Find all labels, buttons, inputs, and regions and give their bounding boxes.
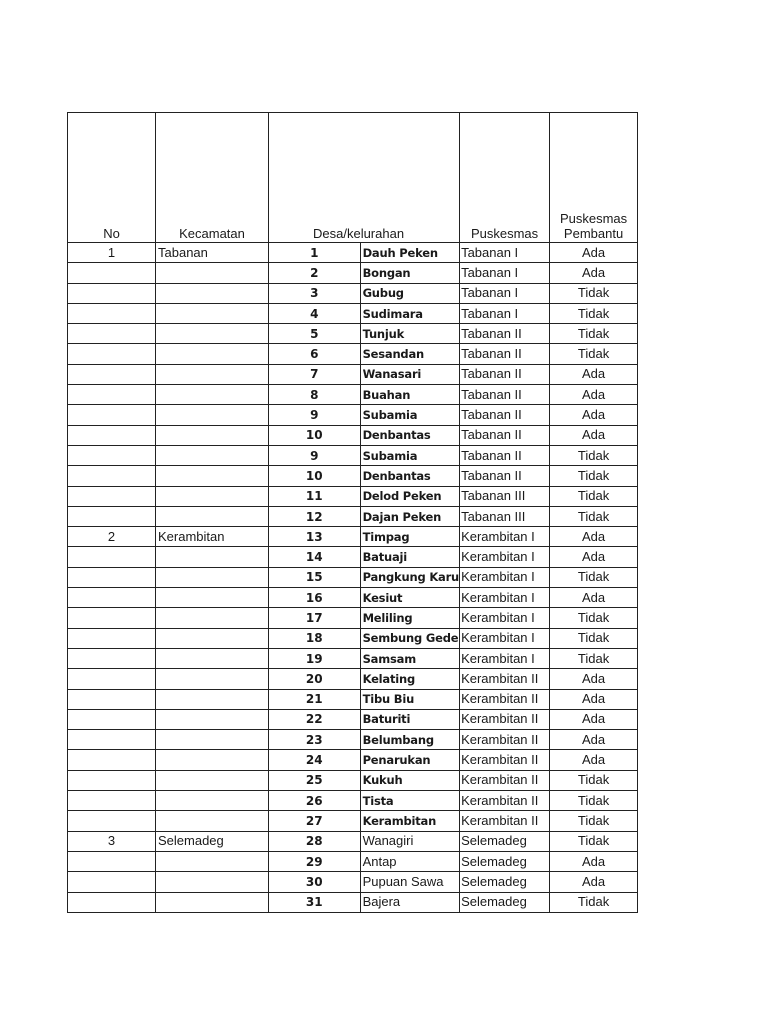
cell-pembantu: Tidak (550, 831, 638, 851)
cell-desa-name: Antap (360, 851, 460, 871)
cell-no: 1 (68, 243, 156, 263)
cell-desa-name: Sudimara (360, 303, 460, 323)
table-body (68, 243, 638, 913)
cell-no (68, 892, 156, 912)
cell-no (68, 811, 156, 831)
cell-desa-name: Sembung Gede (360, 628, 460, 648)
cell-desa-name: Wanagiri (360, 831, 460, 851)
cell-kecamatan (156, 506, 269, 526)
cell-desa-name: Wanasari (360, 364, 460, 384)
cell-kecamatan (156, 466, 269, 486)
header-pembantu-line2: Pembantu (563, 226, 624, 241)
cell-kecamatan (156, 385, 269, 405)
cell-kecamatan (156, 608, 269, 628)
cell-kecamatan (156, 689, 269, 709)
cell-no (68, 689, 156, 709)
cell-no (68, 385, 156, 405)
cell-desa-number: 10 (269, 425, 361, 445)
cell-kecamatan (156, 567, 269, 587)
cell-puskesmas: Tabanan I (460, 283, 550, 303)
cell-pembantu: Tidak (550, 344, 638, 364)
cell-kecamatan (156, 445, 269, 465)
cell-pembantu: Ada (550, 851, 638, 871)
header-puskesmas-pembantu (550, 113, 638, 243)
table-row (68, 608, 638, 628)
cell-no: 2 (68, 527, 156, 547)
header-desa: Desa/kelurahan (313, 226, 405, 241)
cell-desa-name: Sesandan (360, 344, 460, 364)
cell-pembantu: Tidak (550, 567, 638, 587)
cell-pembantu: Tidak (550, 303, 638, 323)
cell-no (68, 506, 156, 526)
table-row (68, 628, 638, 648)
cell-desa-name: Pupuan Sawa (360, 872, 460, 892)
cell-desa-name: Dajan Peken (360, 506, 460, 526)
cell-no (68, 425, 156, 445)
cell-no (68, 608, 156, 628)
cell-desa-name: Tunjuk (360, 324, 460, 344)
cell-kecamatan: Kerambitan (156, 527, 269, 547)
cell-no: 3 (68, 831, 156, 851)
cell-desa-number: 8 (269, 385, 361, 405)
cell-puskesmas: Kerambitan II (460, 689, 550, 709)
cell-kecamatan (156, 263, 269, 283)
cell-desa-number: 21 (269, 689, 361, 709)
cell-desa-name: Buahan (360, 385, 460, 405)
cell-puskesmas: Kerambitan I (460, 628, 550, 648)
cell-kecamatan (156, 588, 269, 608)
cell-puskesmas: Kerambitan II (460, 770, 550, 790)
cell-no (68, 547, 156, 567)
table-row (68, 263, 638, 283)
cell-kecamatan (156, 425, 269, 445)
cell-pembantu: Tidak (550, 892, 638, 912)
header-pembantu-line1: Puskesmas (559, 211, 628, 226)
cell-kecamatan (156, 709, 269, 729)
cell-desa-name: Denbantas (360, 466, 460, 486)
cell-desa-name: Pangkung Karu (360, 567, 460, 587)
cell-pembantu: Ada (550, 669, 638, 689)
cell-kecamatan (156, 851, 269, 871)
table-row (68, 405, 638, 425)
cell-pembantu: Ada (550, 709, 638, 729)
cell-desa-number: 9 (269, 445, 361, 465)
cell-desa-name: Kelating (360, 669, 460, 689)
cell-desa-name: Delod Peken (360, 486, 460, 506)
table-row (68, 324, 638, 344)
cell-desa-name: Dauh Peken (360, 243, 460, 263)
cell-desa-number: 15 (269, 567, 361, 587)
data-table (67, 112, 638, 913)
cell-kecamatan (156, 872, 269, 892)
cell-desa-name: Belumbang (360, 730, 460, 750)
table-row (68, 344, 638, 364)
cell-no (68, 750, 156, 770)
table-row (68, 648, 638, 668)
cell-pembantu: Tidak (550, 506, 638, 526)
table-row (68, 527, 638, 547)
cell-puskesmas: Selemadeg (460, 851, 550, 871)
cell-puskesmas: Tabanan I (460, 263, 550, 283)
cell-puskesmas: Tabanan I (460, 243, 550, 263)
cell-desa-name: Batuaji (360, 547, 460, 567)
cell-puskesmas: Tabanan II (460, 405, 550, 425)
cell-pembantu: Ada (550, 750, 638, 770)
table-row (68, 811, 638, 831)
cell-desa-number: 18 (269, 628, 361, 648)
cell-no (68, 872, 156, 892)
cell-no (68, 344, 156, 364)
cell-pembantu: Tidak (550, 608, 638, 628)
cell-puskesmas: Selemadeg (460, 892, 550, 912)
cell-no (68, 486, 156, 506)
cell-desa-number: 11 (269, 486, 361, 506)
cell-kecamatan (156, 791, 269, 811)
cell-desa-number: 9 (269, 405, 361, 425)
cell-desa-name: Subamia (360, 445, 460, 465)
cell-kecamatan (156, 547, 269, 567)
cell-desa-name: Bongan (360, 263, 460, 283)
cell-puskesmas: Kerambitan II (460, 750, 550, 770)
table-row (68, 466, 638, 486)
cell-desa-number: 28 (269, 831, 361, 851)
cell-pembantu: Ada (550, 547, 638, 567)
cell-kecamatan (156, 486, 269, 506)
cell-desa-name: Baturiti (360, 709, 460, 729)
table-row (68, 303, 638, 323)
cell-desa-name: Bajera (360, 892, 460, 912)
cell-kecamatan (156, 892, 269, 912)
cell-desa-name: Denbantas (360, 425, 460, 445)
cell-desa-number: 25 (269, 770, 361, 790)
cell-desa-name: Subamia (360, 405, 460, 425)
cell-kecamatan (156, 770, 269, 790)
cell-desa-name: Kesiut (360, 588, 460, 608)
cell-kecamatan (156, 364, 269, 384)
cell-puskesmas: Kerambitan II (460, 669, 550, 689)
cell-puskesmas: Selemadeg (460, 831, 550, 851)
cell-pembantu: Tidak (550, 445, 638, 465)
cell-desa-name: Tista (360, 791, 460, 811)
cell-kecamatan: Selemadeg (156, 831, 269, 851)
cell-pembantu: Ada (550, 243, 638, 263)
cell-no (68, 851, 156, 871)
cell-no (68, 648, 156, 668)
table-row (68, 506, 638, 526)
table-row (68, 750, 638, 770)
cell-desa-name: Tibu Biu (360, 689, 460, 709)
cell-no (68, 588, 156, 608)
cell-no (68, 730, 156, 750)
header-desa-spacer (360, 113, 460, 243)
cell-desa-number: 29 (269, 851, 361, 871)
cell-puskesmas: Kerambitan II (460, 730, 550, 750)
table-row (68, 486, 638, 506)
cell-no (68, 466, 156, 486)
cell-puskesmas: Tabanan II (460, 425, 550, 445)
cell-no (68, 263, 156, 283)
cell-pembantu: Tidak (550, 283, 638, 303)
cell-desa-number: 26 (269, 791, 361, 811)
cell-pembantu: Ada (550, 588, 638, 608)
cell-desa-name: Timpag (360, 527, 460, 547)
cell-kecamatan (156, 303, 269, 323)
cell-kecamatan: Tabanan (156, 243, 269, 263)
cell-pembantu: Tidak (550, 486, 638, 506)
cell-no (68, 709, 156, 729)
cell-desa-name: Samsam (360, 648, 460, 668)
cell-pembantu: Ada (550, 527, 638, 547)
cell-desa-name: Meliling (360, 608, 460, 628)
cell-kecamatan (156, 405, 269, 425)
cell-no (68, 324, 156, 344)
table-row (68, 851, 638, 871)
cell-puskesmas: Kerambitan II (460, 709, 550, 729)
cell-pembantu: Ada (550, 385, 638, 405)
cell-no (68, 567, 156, 587)
table-row (68, 425, 638, 445)
header-desa-number (269, 113, 405, 243)
cell-kecamatan (156, 669, 269, 689)
cell-desa-number: 27 (269, 811, 361, 831)
cell-desa-number: 19 (269, 648, 361, 668)
cell-pembantu: Tidak (550, 628, 638, 648)
cell-kecamatan (156, 628, 269, 648)
cell-desa-number: 10 (269, 466, 361, 486)
cell-no (68, 669, 156, 689)
cell-kecamatan (156, 344, 269, 364)
cell-pembantu: Tidak (550, 791, 638, 811)
cell-puskesmas: Tabanan III (460, 506, 550, 526)
cell-desa-number: 23 (269, 730, 361, 750)
cell-puskesmas: Tabanan II (460, 324, 550, 344)
cell-desa-number: 13 (269, 527, 361, 547)
cell-puskesmas: Tabanan II (460, 445, 550, 465)
header-row (68, 113, 638, 243)
cell-no (68, 445, 156, 465)
cell-pembantu: Ada (550, 689, 638, 709)
cell-desa-number: 24 (269, 750, 361, 770)
cell-desa-number: 30 (269, 872, 361, 892)
table-row (68, 385, 638, 405)
cell-desa-name: Penarukan (360, 750, 460, 770)
cell-desa-number: 6 (269, 344, 361, 364)
cell-pembantu: Ada (550, 263, 638, 283)
cell-desa-number: 1 (269, 243, 361, 263)
table-row (68, 730, 638, 750)
cell-desa-number: 4 (269, 303, 361, 323)
cell-no (68, 628, 156, 648)
cell-pembantu: Ada (550, 730, 638, 750)
table-row (68, 445, 638, 465)
cell-desa-number: 16 (269, 588, 361, 608)
cell-kecamatan (156, 283, 269, 303)
cell-desa-number: 20 (269, 669, 361, 689)
cell-puskesmas: Kerambitan I (460, 567, 550, 587)
cell-puskesmas: Kerambitan I (460, 608, 550, 628)
cell-no (68, 303, 156, 323)
cell-puskesmas: Kerambitan I (460, 527, 550, 547)
cell-puskesmas: Kerambitan I (460, 588, 550, 608)
header-puskesmas: Puskesmas (460, 113, 550, 243)
cell-no (68, 405, 156, 425)
cell-pembantu: Ada (550, 872, 638, 892)
cell-pembantu: Tidak (550, 770, 638, 790)
header-no: No (68, 113, 156, 243)
cell-no (68, 791, 156, 811)
cell-no (68, 364, 156, 384)
cell-puskesmas: Kerambitan II (460, 791, 550, 811)
cell-puskesmas: Tabanan II (460, 364, 550, 384)
cell-pembantu: Ada (550, 425, 638, 445)
table-row (68, 689, 638, 709)
table-row (68, 892, 638, 912)
table-row (68, 669, 638, 689)
cell-puskesmas: Kerambitan I (460, 547, 550, 567)
cell-desa-name: Kerambitan (360, 811, 460, 831)
header-kecamatan: Kecamatan (156, 113, 269, 243)
cell-puskesmas: Tabanan III (460, 486, 550, 506)
table-row (68, 364, 638, 384)
cell-desa-number: 7 (269, 364, 361, 384)
cell-desa-number: 2 (269, 263, 361, 283)
cell-desa-number: 22 (269, 709, 361, 729)
cell-kecamatan (156, 648, 269, 668)
cell-puskesmas: Tabanan II (460, 344, 550, 364)
table-row (68, 547, 638, 567)
cell-puskesmas: Kerambitan II (460, 811, 550, 831)
cell-desa-number: 14 (269, 547, 361, 567)
cell-desa-number: 5 (269, 324, 361, 344)
cell-kecamatan (156, 730, 269, 750)
table-row (68, 567, 638, 587)
cell-kecamatan (156, 324, 269, 344)
cell-puskesmas: Kerambitan I (460, 648, 550, 668)
table-row (68, 588, 638, 608)
cell-desa-name: Gubug (360, 283, 460, 303)
table-row (68, 243, 638, 263)
cell-puskesmas: Tabanan II (460, 466, 550, 486)
cell-desa-number: 3 (269, 283, 361, 303)
cell-desa-name: Kukuh (360, 770, 460, 790)
table-row (68, 831, 638, 851)
table-row (68, 709, 638, 729)
cell-no (68, 770, 156, 790)
table-row (68, 283, 638, 303)
cell-no (68, 283, 156, 303)
cell-pembantu: Tidak (550, 648, 638, 668)
table-row (68, 791, 638, 811)
cell-kecamatan (156, 750, 269, 770)
cell-desa-number: 12 (269, 506, 361, 526)
cell-pembantu: Tidak (550, 466, 638, 486)
cell-pembantu: Tidak (550, 811, 638, 831)
cell-desa-number: 31 (269, 892, 361, 912)
cell-puskesmas: Tabanan II (460, 385, 550, 405)
table-row (68, 770, 638, 790)
cell-kecamatan (156, 811, 269, 831)
cell-pembantu: Ada (550, 405, 638, 425)
cell-desa-number: 17 (269, 608, 361, 628)
cell-puskesmas: Selemadeg (460, 872, 550, 892)
cell-pembantu: Ada (550, 364, 638, 384)
table-row (68, 872, 638, 892)
cell-pembantu: Tidak (550, 324, 638, 344)
cell-puskesmas: Tabanan I (460, 303, 550, 323)
